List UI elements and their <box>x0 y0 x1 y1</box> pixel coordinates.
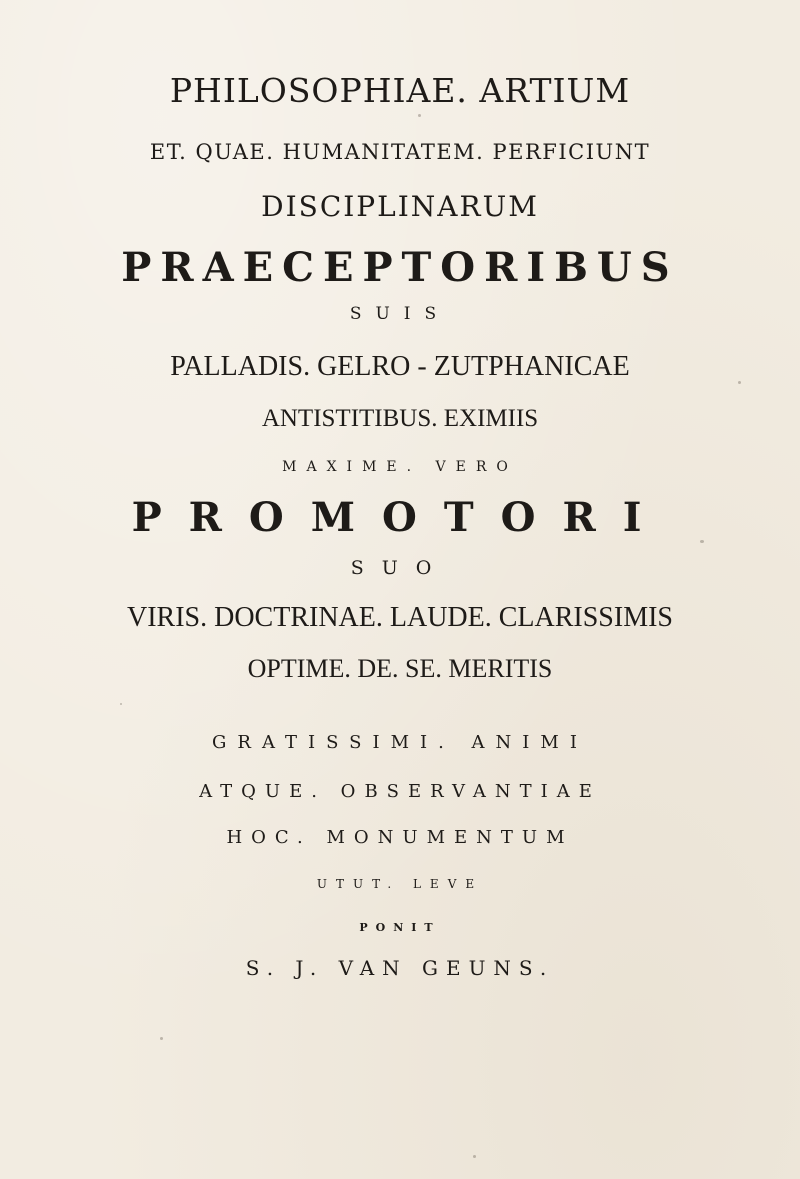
dedication-line-2: ET. QUAE. HUMANITATEM. PERFICIUNT <box>149 140 651 164</box>
dedication-line-15: HOC. MONUMENTUM <box>226 827 574 848</box>
signature-line: S. J. VAN GEUNS. <box>245 956 555 980</box>
dedication-line-13: GRATISSIMI. ANIMI <box>212 732 588 753</box>
dedication-line-1: PHILOSOPHIAE. ARTIUM <box>169 71 631 110</box>
paper-speck <box>700 540 704 543</box>
dedication-line-8: MAXIME. VERO <box>282 459 518 475</box>
dedication-line-4: PRAECEPTORIBUS <box>121 244 679 291</box>
dedication-line-6: PALLADIS. GELRO - ZUTPHANICAE <box>170 351 630 382</box>
dedication-line-17: PONIT <box>359 921 441 934</box>
dedication-line-3: DISCIPLINARUM <box>261 190 539 223</box>
dedication-line-7: ANTISTITIBUS. EXIMIIS <box>261 405 539 432</box>
dedication-line-14: ATQUE. OBSERVANTIAE <box>199 781 601 802</box>
paper-speck <box>160 1037 163 1040</box>
paper-speck <box>473 1155 476 1158</box>
dedication-line-10: SUO <box>350 557 450 579</box>
dedication-line-9: PROMOTORI <box>131 494 669 541</box>
dedication-line-12: OPTIME. DE. SE. MERITIS <box>247 654 553 683</box>
dedication-line-11: VIRIS. DOCTRINAE. LAUDE. CLARISSIMIS <box>126 602 673 633</box>
paper-speck <box>418 114 421 117</box>
dedication-line-16: UTUT. LEVE <box>316 877 484 891</box>
dedication-line-5: SUIS <box>349 304 451 324</box>
paper-speck <box>120 703 122 705</box>
paper-speck <box>738 381 741 384</box>
